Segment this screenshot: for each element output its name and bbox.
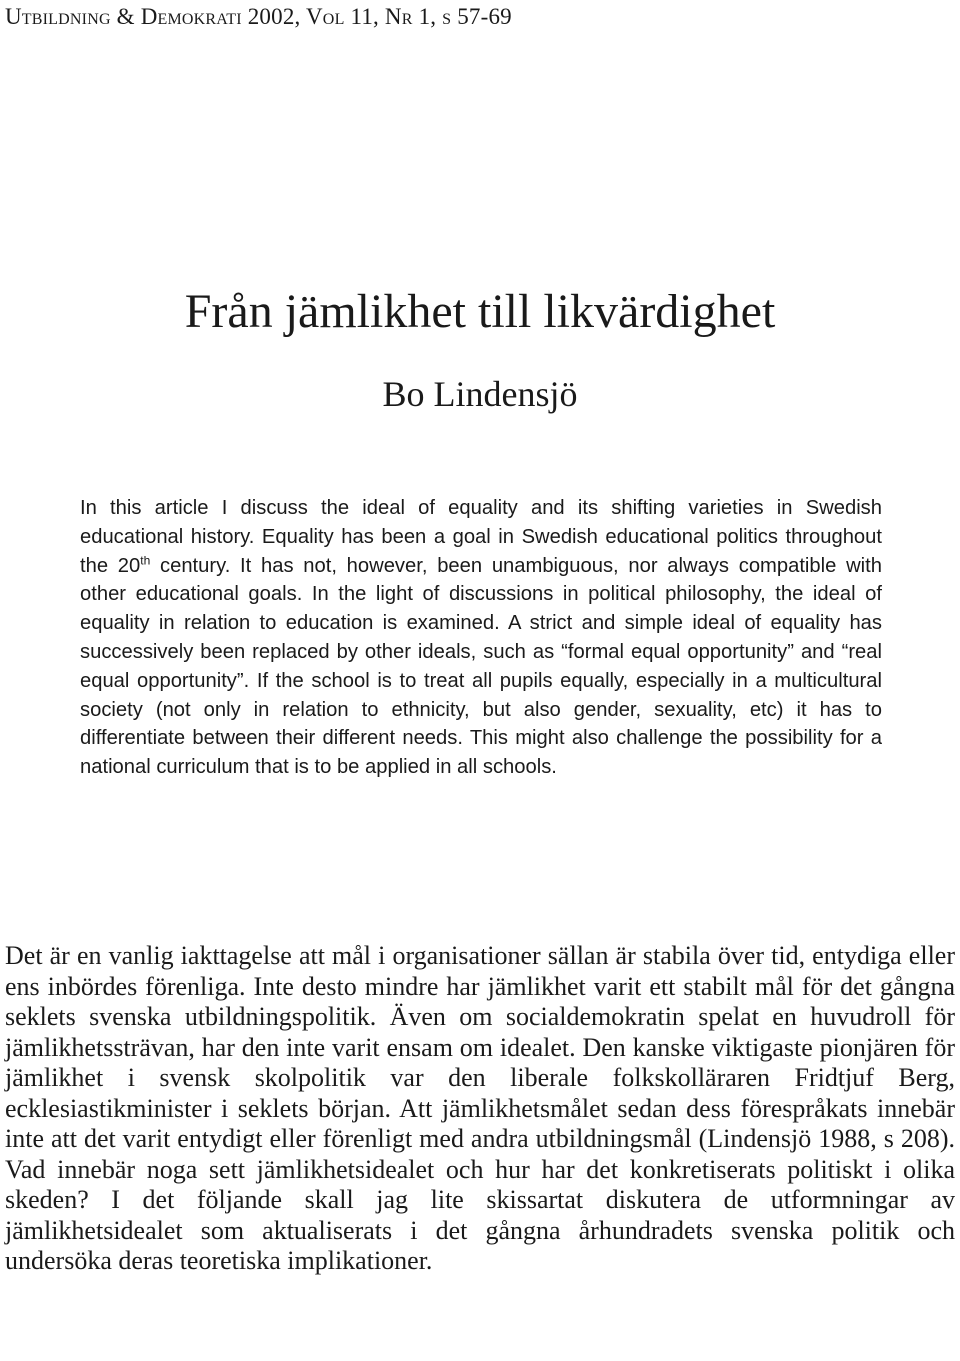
body-paragraph: Det är en vanlig iakttagelse att mål i organisationer sällan är stabila över tid, entydiga eller ens inbördes förenliga. Inte desto mindre har jämlikhet varit ett stabilt mål för det gångna seklets svenska utbildningspolitik. Även om socialdemokratin spelat en huvudroll för jämlikhetssträvan, har den inte varit ensam om idealet. Den kanske viktigaste pionjären för jämlikhet i svensk skolpolitik var den liberale folkskolläraren Fridtjuf Berg, ecklesiastikminister i seklets början. Att jämlikhetsmålet sedan dess förespråkats innebär inte att det varit entydigt eller förenligt med andra utbildningsmål (Lindensjö 1988, s 208). Vad innebär noga sett jämlikhetsidealet och hur har det konkretiserats politiskt i olika skeden? I det följande skall jag lite skissartat diskutera de utformningar av jämlikhetsidealet som aktualiserats i det gångna århundradets svenska politik och undersöka deras teoretiska implikationer. xyxy=(5,941,955,1275)
article-author: Bo Lindensjö xyxy=(382,374,578,414)
running-header: Utbildning & Demokrati 2002, Vol 11, Nr 1, s 57-69 xyxy=(5,4,512,29)
abstract xyxy=(80,494,882,782)
abstract-text-part1: In this article I discuss the ideal of equality and its shifting varieties in Swedish educational history. Equality has been a goal in Swedish educational politics throughout the 20 xyxy=(80,497,882,577)
abstract-superscript: th xyxy=(140,552,151,567)
abstract-text-part2: century. It has not, however, been unambiguous, nor always compatible with other educational goals. In the light of discussions in political philosophy, the ideal of equality in relation to education is examined. A strict and simple ideal of equality has successively been replaced by other ideals, such as “formal equal opportunity” and “real equal opportunity”. If the school is to treat all pupils equally, especially in a multicultural society (not only in relation to ethnicity, but also gender, sexuality, etc) it has to differentiate between their different needs. This might also challenge the possibility for a national curriculum that is to be applied in all schools. xyxy=(80,554,882,779)
article-title: Från jämlikhet till likvärdighet xyxy=(184,285,776,338)
